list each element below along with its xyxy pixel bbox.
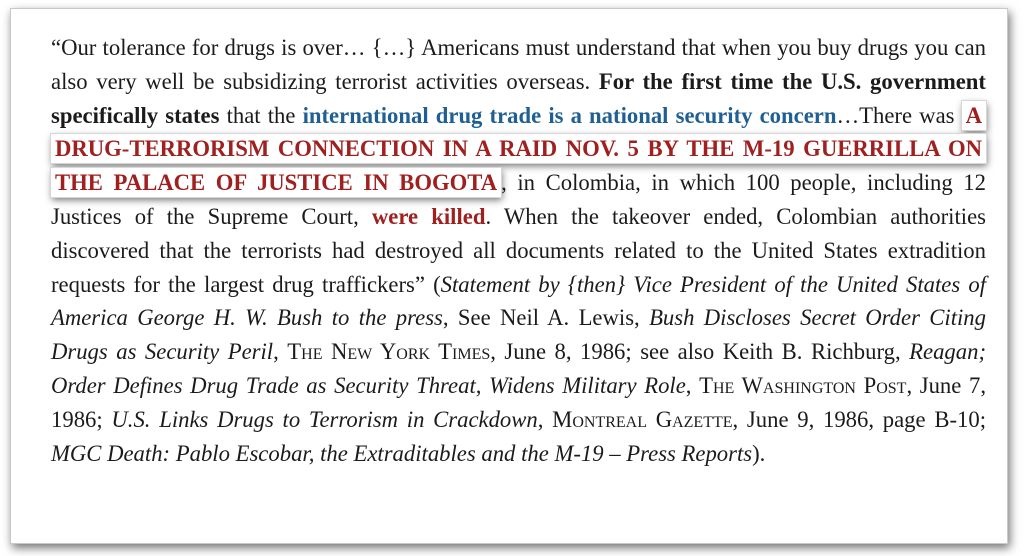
citation-nyt: The New York Times (287, 339, 491, 365)
citation-gazette: Montreal Gazette (552, 406, 733, 432)
citation-gazette-date: , June 9, 1986, page B-10; (732, 406, 986, 432)
quote-card (10, 8, 1008, 544)
bold-first-time: For the first time the U.S. government specifically states (51, 68, 986, 128)
quote-opening: “Our tolerance for drugs is over… {…} Americans must understand that when you buy drugs you can also very well be subsidizing terrorist activities overseas. (51, 35, 986, 94)
citation-comma-2: , (685, 372, 700, 398)
citation-end: ). (752, 440, 766, 466)
citation-see-lewis: , See Neil A. Lewis, (442, 305, 650, 331)
citation-comma-1: , (273, 339, 288, 365)
citation-gazette-title: U.S. Links Drugs to Terrorism in Crackdown (111, 406, 538, 432)
blue-national-security: international drug trade is a national security concern (302, 102, 837, 128)
highlight-drug-terrorism: A DRUG-TERRORISM CONNECTION IN A RAID NOV. 5 BY THE M-19 GUERRILLA ON THE PALACE OF JUSTICE IN BOGOTA (51, 101, 986, 198)
red-were-killed: were killed (371, 203, 486, 229)
citation-wapo-date: , June 7, 1986; (51, 372, 986, 432)
citation-statement: Statement by {then} Vice President of the United States of America George H. W. Bush to the press (51, 271, 987, 331)
citation-comma-3: , (537, 406, 553, 432)
citation-mgc-title: MGC Death: Pablo Escobar, the Extraditables and the M-19 – Press Reports (51, 440, 753, 466)
citation-lewis-title: Bush Discloses Secret Order Citing Drugs as Security Peril (51, 305, 986, 365)
quote-closing: . When the takeover ended, Colombian authorities discovered that the terrorists had destroyed all documents related to the United States extradition requests for the largest drug traffickers” ( (51, 203, 986, 297)
quote-paragraph (51, 31, 986, 470)
citation-richburg-title: Reagan; Order Defines Drug Trade as Security Threat, Widens Military Role (51, 339, 986, 398)
quote-there-was: …There was (836, 102, 962, 128)
citation-nyt-date: , June 8, 1986; see also Keith B. Richburg, (490, 339, 910, 365)
quote-that-the: that the (219, 102, 303, 128)
citation-wapo: The Washington Post (699, 372, 907, 398)
quote-after-highlight: , in Colombia, in which 100 people, including 12 Justices of the Supreme Court, (51, 170, 986, 229)
